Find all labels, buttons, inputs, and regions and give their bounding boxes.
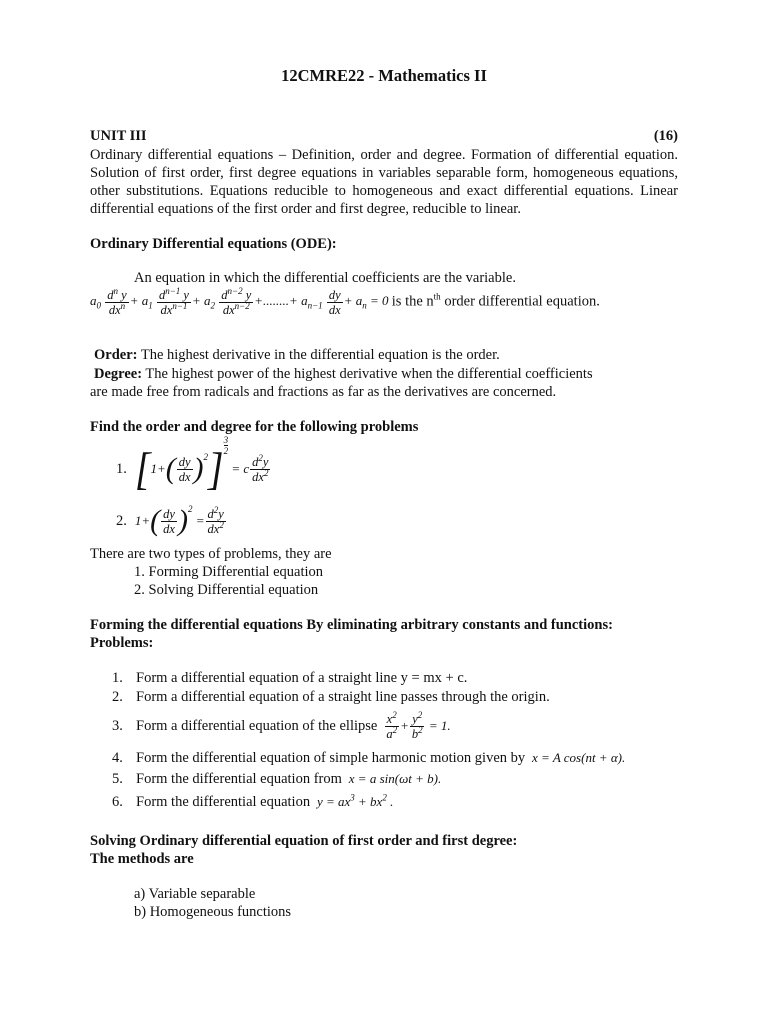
find-heading: Find the order and degree for the following problems bbox=[90, 419, 419, 435]
unit-marks: (16) bbox=[653, 128, 678, 144]
types-item-1: 1. Forming Differential equation bbox=[134, 564, 323, 580]
order-text: The highest derivative in the differential equation is the order. bbox=[140, 347, 500, 363]
list-item bbox=[112, 750, 625, 767]
general-ode-equation bbox=[90, 285, 600, 317]
list-item-number: 5. bbox=[112, 771, 123, 787]
find-problem-1 bbox=[116, 434, 271, 498]
general-ode-formula: $a_0$ $\frac{d^n y}{dx^n}$ + $a_1$ $\frac{d^{n-1} y}{dx^{n-1}}$ + $a_2$ $\frac{d^{n-2} y}{dx^{n-2}}$ +........+ $a_{n-1}$ $\frac{dy}{dx}$ + $a_n = 0$ bbox=[90, 285, 392, 317]
list-item-number: 3. bbox=[112, 717, 123, 734]
list-item bbox=[112, 771, 441, 788]
solving-heading: Solving Ordinary differential equation of first order and first degree: bbox=[90, 833, 518, 849]
degree-definition bbox=[94, 366, 593, 383]
order-definition bbox=[94, 347, 500, 364]
general-ode-suffix: is the n bbox=[391, 293, 434, 310]
ode-heading: Ordinary Differential equations (ODE): bbox=[90, 236, 337, 252]
list-item bbox=[112, 689, 550, 706]
method-item: a) Variable separable bbox=[134, 886, 256, 902]
shm-formula: x = A cos(nt + α). bbox=[528, 750, 626, 765]
ode-definition: An equation in which the differential coefficients are the variable. bbox=[134, 270, 516, 286]
methods-heading: The methods are bbox=[90, 851, 194, 867]
problems-heading: Problems: bbox=[90, 635, 154, 651]
list-item-text: Form the differential equation of simple harmonic motion given by bbox=[136, 750, 526, 766]
types-intro: There are two types of problems, they are bbox=[90, 546, 332, 562]
unit-heading bbox=[90, 128, 678, 145]
types-item-2: 2. Solving Differential equation bbox=[134, 582, 319, 598]
list-item-number: 6. bbox=[112, 794, 123, 810]
find-problem-1-formula: [ 1+ ( $\frac{dy}{dx}$ ) $^2$ ] 3 2 = c $\frac{d^2y}{dx^2}$ bbox=[134, 434, 269, 495]
forming-heading: Forming the differential equations By eliminating arbitrary constants and functions: bbox=[90, 617, 613, 633]
general-ode-sup: th bbox=[433, 291, 441, 302]
list-item-text: Form the differential equation bbox=[136, 794, 311, 810]
find-problem-1-number: 1. bbox=[116, 460, 127, 477]
find-problem-2-number: 2. bbox=[116, 512, 127, 529]
degree-text-2: are made free from radicals and fractions as far as the derivatives are concerned. bbox=[90, 384, 557, 400]
list-item-number: 1. bbox=[112, 670, 123, 686]
cubic-formula: $y = ax^3 + bx^2$ . bbox=[313, 792, 394, 809]
list-item-number: 2. bbox=[112, 689, 123, 705]
page-title: 12CMRE22 - Mathematics II bbox=[281, 66, 487, 85]
method-item: b) Homogeneous functions bbox=[134, 904, 292, 920]
list-item bbox=[112, 670, 467, 687]
unit-label: UNIT III bbox=[90, 128, 147, 144]
list-item-text: Form a differential equation of a straight line passes through the origin. bbox=[136, 689, 550, 705]
list-item-text: Form the differential equation from bbox=[136, 771, 342, 787]
sine-formula: x = a sin(ωt + b). bbox=[345, 771, 442, 786]
find-problem-2-formula: 1+ ( $\frac{dy}{dx}$ ) $^2$ = $\frac{d^2y}{dx^2}$ bbox=[134, 504, 224, 537]
order-label: Order: bbox=[94, 347, 138, 363]
list-item bbox=[112, 794, 393, 811]
list-item bbox=[112, 707, 451, 745]
degree-label: Degree: bbox=[94, 366, 143, 382]
ellipse-formula: $\frac{x^2}{a^2}$ + $\frac{y^2}{b^2}$ = 1. bbox=[386, 709, 451, 741]
general-ode-tail: order differential equation. bbox=[444, 293, 600, 310]
list-item-text: Form a differential equation of the ellipse bbox=[136, 717, 378, 734]
list-item-text: Form a differential equation of a straight line y = mx + c. bbox=[136, 670, 468, 686]
list-item-number: 4. bbox=[112, 750, 123, 766]
find-problem-2 bbox=[116, 500, 227, 542]
degree-text-1: The highest power of the highest derivative when the differential coefficients bbox=[145, 366, 593, 382]
syllabus-text: Ordinary differential equations – Definition, order and degree. Formation of differential equation. Solution of first order, first degree equations in variables separable form, homogeneous equations, other substitutions. Equations reducible to homogeneous and exact differential equations. Linear differential equations of the first order and first degree, reducible to linear. bbox=[90, 147, 678, 217]
